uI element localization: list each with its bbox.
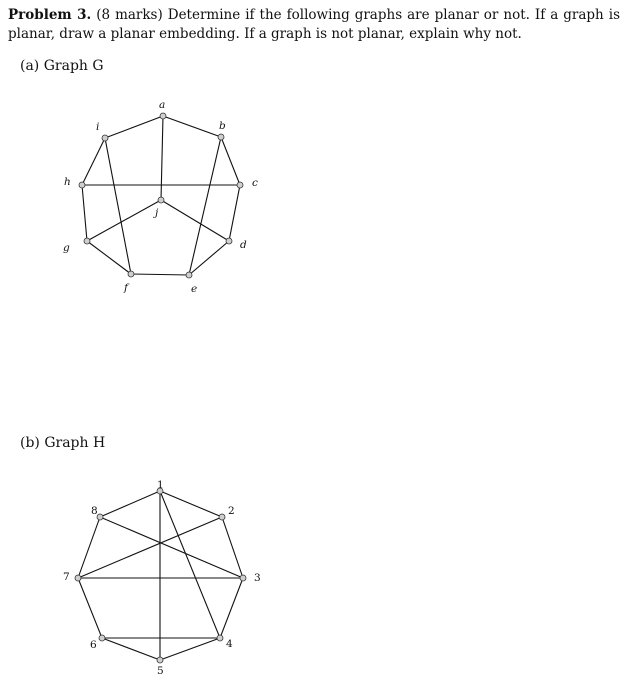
graph-g-vertex-h <box>79 182 85 188</box>
graph-h-edge-8-3 <box>100 517 243 578</box>
graph-g-edge-f-g <box>87 241 131 274</box>
graph-g-edge-d-e <box>189 241 229 275</box>
graph-g-edge-i-f <box>105 138 131 274</box>
graph-h-vertex-label-2: 2 <box>228 505 235 517</box>
graph-g-edge-e-f <box>131 274 189 275</box>
graph-h-vertex-label-1: 1 <box>157 479 164 491</box>
graph-h-vertex-label-7: 7 <box>63 571 70 583</box>
graph-g-edge-b-c <box>221 137 240 185</box>
graph-g-title: (a) Graph G <box>20 58 104 74</box>
graph-g-vertex-label-c: c <box>252 177 258 189</box>
graph-h-edge-6-7 <box>78 578 102 638</box>
graph-h-edge-7-8 <box>78 517 100 578</box>
graph-g-edge-h-i <box>82 138 105 185</box>
graph-g-vertex-label-a: a <box>159 99 166 111</box>
graph-g-vertex-i <box>102 135 108 141</box>
graph-h-vertex-6 <box>99 635 105 641</box>
graph-g-vertex-e <box>186 272 192 278</box>
graph-h-vertex-5 <box>157 657 163 663</box>
graph-g-vertex-label-b: b <box>219 120 226 132</box>
graph-g-vertex-a <box>160 113 166 119</box>
graph-g-vertex-label-h: h <box>64 176 71 188</box>
graph-g-vertex-d <box>226 238 232 244</box>
graph-h-title: (b) Graph H <box>20 435 106 451</box>
graph-h-vertex-3 <box>240 575 246 581</box>
graph-h-edge-3-4 <box>220 578 243 638</box>
graph-h-vertex-4 <box>217 635 223 641</box>
graph-h-vertex-label-3: 3 <box>254 572 261 584</box>
graph-h-edge-5-6 <box>102 638 160 660</box>
graph-g-vertex-b <box>218 134 224 140</box>
graph-h-vertex-label-8: 8 <box>91 505 98 517</box>
graph-g-edge-j-d <box>161 200 229 241</box>
graph-g-vertex-label-f: f <box>124 282 128 294</box>
graph-g-vertex-label-e: e <box>191 283 198 295</box>
graph-h-vertex-label-4: 4 <box>226 638 233 650</box>
graph-g-edge-b-e <box>189 137 221 275</box>
graph-g-vertex-label-i: i <box>96 121 100 133</box>
problem-heading: Problem 3. <box>8 7 92 23</box>
graph-h-vertex-label-6: 6 <box>90 639 97 651</box>
graph-h-vertex-label-5: 5 <box>157 665 164 677</box>
graph-g-edge-g-h <box>82 185 87 241</box>
graph-g-vertex-label-j: j <box>155 207 159 219</box>
graph-h-vertex-7 <box>75 575 81 581</box>
graph-g-edge-a-b <box>163 116 221 137</box>
graph-g-edge-a-j <box>161 116 163 200</box>
graph-g-vertex-c <box>237 182 243 188</box>
graph-h-edge-8-1 <box>100 491 160 517</box>
graph-h-edge-2-3 <box>222 517 243 578</box>
graph-g-vertex-label-g: g <box>63 242 70 254</box>
graph-h-edge-4-5 <box>160 638 220 660</box>
graph-g-vertex-j <box>158 197 164 203</box>
graph-h-vertex-2 <box>219 514 225 520</box>
graph-h-vertex-8 <box>97 514 103 520</box>
graph-g-vertex-f <box>128 271 134 277</box>
problem-text: (8 marks) Determine if the following graphs are planar or not. If a graph is planar, draw a planar embedding. If a graph is not planar, explain why not. <box>8 7 620 42</box>
graph-g-vertex-label-d: d <box>240 239 247 251</box>
graph-g-edge-i-a <box>105 116 163 138</box>
graph-g-edge-c-d <box>229 185 240 241</box>
graph-h-edge-7-2 <box>78 517 222 578</box>
graph-g-vertex-g <box>84 238 90 244</box>
